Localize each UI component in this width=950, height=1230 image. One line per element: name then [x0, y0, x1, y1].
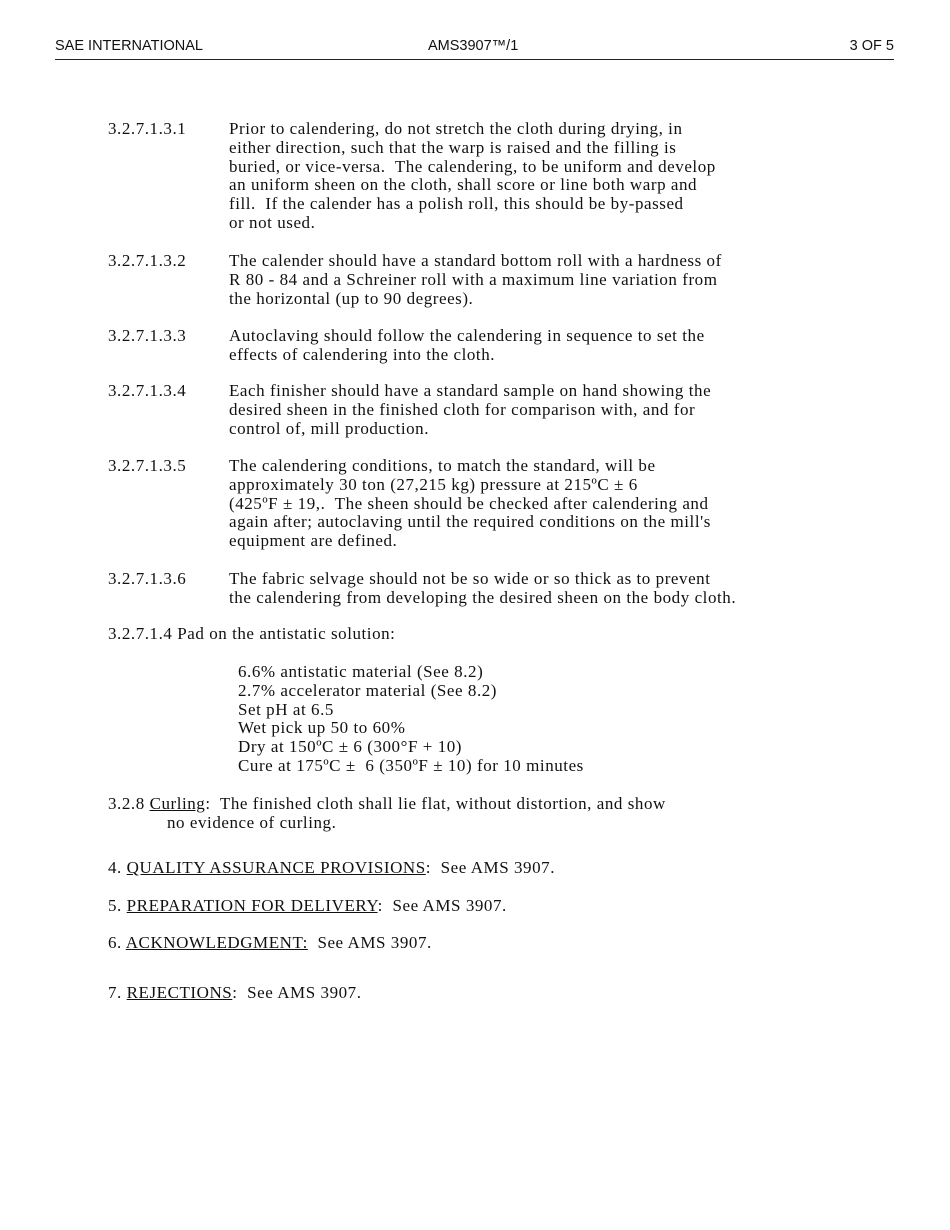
text-line: Prior to calendering, do not stretch the cloth during drying, in	[229, 119, 683, 138]
paragraph-text	[229, 382, 711, 438]
paragraph-text	[229, 120, 716, 233]
header-page: 3 OF 5	[849, 38, 894, 54]
paragraph-number: 3.2.7.1.3.6	[108, 569, 187, 588]
section-title: QUALITY ASSURANCE PROVISIONS	[126, 858, 426, 877]
pad-item: Wet pick up 50 to 60%	[238, 718, 406, 738]
section-heading: 5. PREPARATION FOR DELIVERY: See AMS 3907.	[108, 896, 507, 915]
pad-item: 2.7% accelerator material (See 8.2)	[238, 680, 498, 700]
paragraph-text	[229, 327, 705, 365]
text-line: an uniform sheen on the cloth, shall score or line both warp and	[229, 175, 698, 195]
text-line: effects of calendering into the cloth.	[229, 344, 496, 364]
paragraph-number: 3.2.7.1.3.1	[108, 119, 187, 138]
text-line: the calendering from developing the desired sheen on the body cloth.	[229, 587, 737, 607]
text-line: The fabric selvage should not be so wide or so thick as to prevent	[229, 569, 711, 588]
section-heading: 4. QUALITY ASSURANCE PROVISIONS: See AMS 3907.	[108, 858, 555, 877]
pad-item: Dry at 150ºC ± 6 (300°F + 10)	[238, 737, 463, 757]
text-line: R 80 - 84 and a Schreiner roll with a maximum line variation from	[229, 269, 718, 289]
paragraph-number: 3.2.7.1.3.3	[108, 326, 187, 345]
text-line: The calendering conditions, to match the standard, will be	[229, 456, 656, 475]
paragraph-number: 3.2.7.1.3.5	[108, 456, 187, 475]
text-line: fill. If the calender has a polish roll, this should be by-passed	[229, 194, 684, 214]
text-line: or not used.	[229, 212, 316, 232]
curling-section: 3.2.8 Curling: The finished cloth shall lie flat, without distortion, and show	[108, 794, 666, 813]
section-title: ACKNOWLEDGMENT:	[125, 933, 308, 952]
section-heading: 7. REJECTIONS: See AMS 3907.	[108, 983, 362, 1002]
paragraph-number: 3.2.7.1.3.2	[108, 251, 187, 270]
header-center: AMS3907™/1	[428, 38, 519, 54]
paragraph-text	[229, 252, 722, 308]
text-line: Autoclaving should follow the calendering in sequence to set the	[229, 326, 705, 345]
text-line: either direction, such that the warp is raised and the filling is	[229, 137, 677, 157]
header-rule	[55, 59, 894, 60]
pad-item: Set pH at 6.5	[238, 699, 334, 719]
paragraph-text	[229, 457, 711, 551]
text-line: equipment are defined.	[229, 531, 398, 551]
text-line: buried, or vice-versa. The calendering, to be uniform and develop	[229, 156, 716, 176]
header-left: SAE INTERNATIONAL	[55, 38, 203, 54]
paragraph-number: 3.2.7.1.3.4	[108, 381, 187, 400]
text-line: approximately 30 ton (27,215 kg) pressure at 215ºC ± 6	[229, 474, 638, 494]
curling-line2: no evidence of curling.	[167, 813, 337, 832]
text-line: The calender should have a standard bottom roll with a hardness of	[229, 251, 722, 270]
section-heading: 6. ACKNOWLEDGMENT: See AMS 3907.	[108, 933, 432, 952]
section-title: PREPARATION FOR DELIVERY	[126, 896, 378, 915]
section-title: REJECTIONS	[126, 983, 233, 1002]
text-line: again after; autoclaving until the required conditions on the mill's	[229, 512, 711, 532]
text-line: Each finisher should have a standard sample on hand showing the	[229, 381, 712, 400]
pad-heading: 3.2.7.1.4 Pad on the antistatic solution:	[108, 624, 396, 643]
pad-item: Cure at 175ºC ± 6 (350ºF ± 10) for 10 minutes	[238, 755, 584, 775]
text-line: the horizontal (up to 90 degrees).	[229, 288, 474, 308]
text-line: (425ºF ± 19,. The sheen should be checked after calendering and	[229, 493, 709, 513]
pad-list	[238, 663, 584, 776]
curling-title: Curling	[149, 794, 206, 813]
paragraph-text	[229, 570, 736, 608]
text-line: control of, mill production.	[229, 418, 430, 438]
pad-item: 6.6% antistatic material (See 8.2)	[238, 662, 484, 681]
text-line: desired sheen in the finished cloth for comparison with, and for	[229, 399, 696, 419]
